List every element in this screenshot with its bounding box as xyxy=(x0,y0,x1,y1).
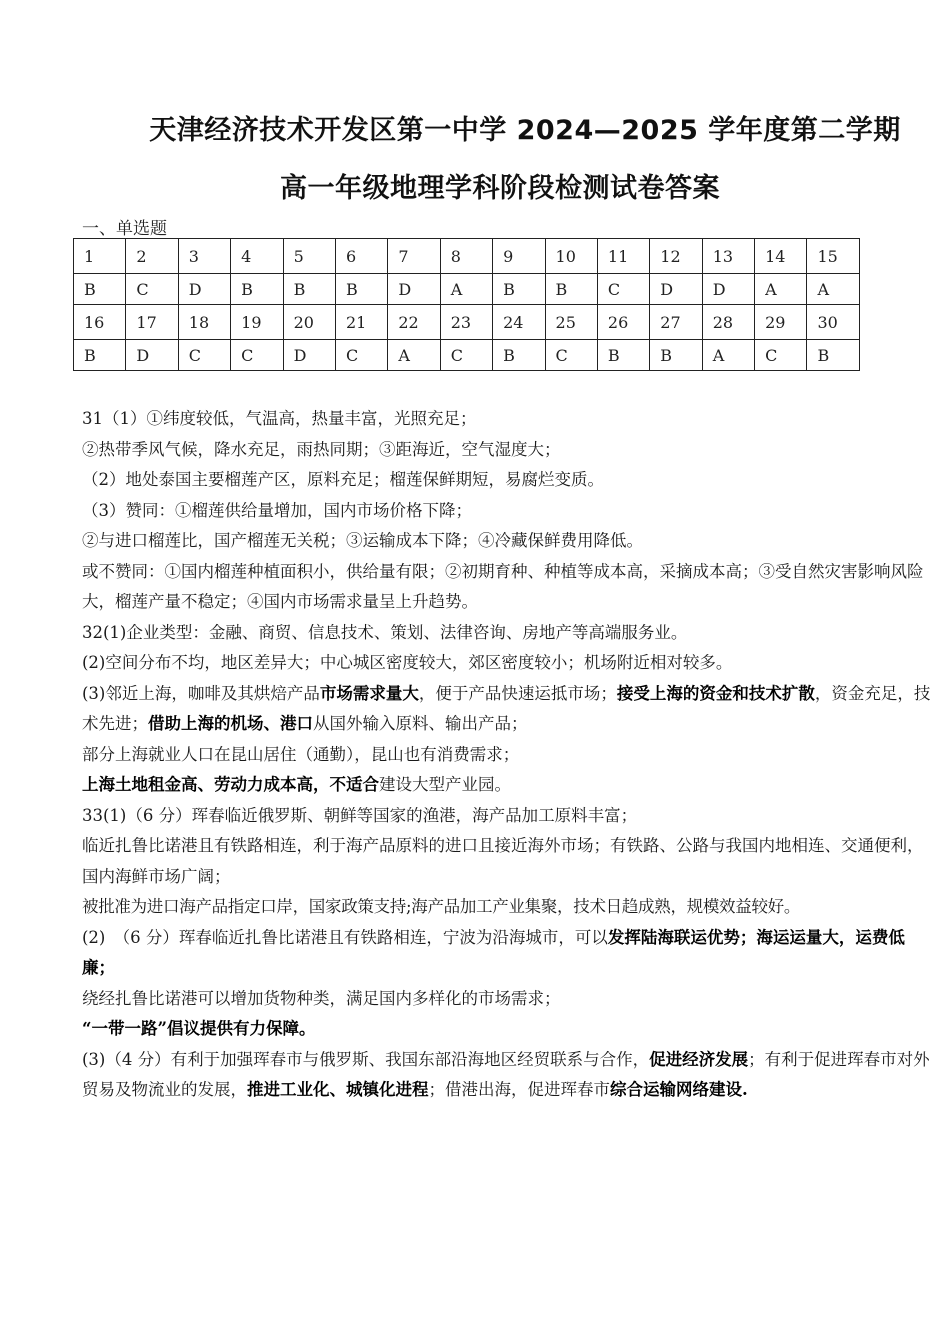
text-span: ；借港出海，促进珲春市 xyxy=(428,1080,610,1099)
q33-line: 被批准为进口海产品指定口岸，国家政策支持;海产品加工产业集聚，技术日趋成熟，规模效益较好。 xyxy=(82,897,801,916)
question-number-cell: 4 xyxy=(231,239,283,274)
question-number-row xyxy=(74,239,860,274)
q33-paragraph xyxy=(82,923,934,984)
question-number-cell: 16 xyxy=(74,305,126,340)
text-span: (3)邻近上海，咖啡及其烘焙产品 xyxy=(82,683,320,703)
bold-span: 上海土地租金高、劳动力成本高，不适合 xyxy=(82,775,379,794)
answer-cell: C xyxy=(755,340,807,371)
question-number-cell: 25 xyxy=(545,305,597,340)
answer-cell: D xyxy=(126,340,178,371)
answer-cell: B xyxy=(807,340,860,371)
question-number-cell: 13 xyxy=(702,239,754,274)
answer-cell: B xyxy=(74,340,126,371)
q33-line: “一带一路”倡议提供有力保障。 xyxy=(82,1019,316,1038)
q33-line: 33(1)（6 分）珲春临近俄罗斯、朝鲜等国家的渔港，海产品加工原料丰富； xyxy=(82,805,638,825)
question-number-cell: 23 xyxy=(440,305,492,340)
answer-cell: A xyxy=(702,340,754,371)
answer-cell: B xyxy=(74,274,126,305)
answer-cell: C xyxy=(126,274,178,305)
text-span: ；有利于促进珲春市对外贸易及物流业的发展， xyxy=(82,1049,930,1099)
text-span: 建设大型产业园。 xyxy=(379,775,511,794)
question-number-cell: 18 xyxy=(178,305,230,340)
answer-body xyxy=(82,404,934,1106)
bold-span: 促进经济发展 xyxy=(649,1049,749,1069)
answer-cell: B xyxy=(650,340,702,371)
answer-cell: D xyxy=(650,274,702,305)
q31-line: 31（1）①纬度较低，气温高，热量丰富，光照充足； xyxy=(82,409,477,428)
q31-paragraph: 或不赞同：①国内榴莲种植面积小，供给量有限；②初期育种、种植等成本高，采摘成本高；③受自然灾害影响风险大，榴莲产量不稳定；④国内市场需求量呈上升趋势。 xyxy=(82,561,924,611)
question-number-cell: 21 xyxy=(335,305,387,340)
q32-line xyxy=(82,770,934,801)
answer-table xyxy=(73,238,860,371)
question-number-cell: 12 xyxy=(650,239,702,274)
q31-line: （3）赞同：①榴莲供给量增加，国内市场价格下降； xyxy=(82,500,472,520)
question-number-cell: 10 xyxy=(545,239,597,274)
question-number-cell: 9 xyxy=(493,239,545,274)
answer-cell: A xyxy=(755,274,807,305)
bold-span: 市场需求量大 xyxy=(319,683,419,703)
section-label-single-choice: 一、单选题 xyxy=(82,219,167,239)
question-number-row xyxy=(74,305,860,340)
answer-cell: B xyxy=(335,274,387,305)
question-number-cell: 6 xyxy=(335,239,387,274)
text-span: ，便于产品快速运抵市场； xyxy=(418,683,617,703)
q33-line: 绕经扎鲁比诺港可以增加货物种类，满足国内多样化的市场需求； xyxy=(82,988,561,1008)
answer-cell: D xyxy=(283,340,335,371)
question-number-cell: 22 xyxy=(388,305,440,340)
bold-span: 接受上海的资金和技术扩散 xyxy=(616,683,815,703)
bold-span: 借助上海的机场、港口 xyxy=(148,714,313,733)
answer-cell: C xyxy=(597,274,649,305)
text-span: ，资金充足，技术先进； xyxy=(82,683,931,733)
question-number-cell: 28 xyxy=(702,305,754,340)
question-number-cell: 8 xyxy=(440,239,492,274)
answer-cell: B xyxy=(231,274,283,305)
question-number-cell: 26 xyxy=(597,305,649,340)
bold-span: 推进工业化、城镇化进程 xyxy=(247,1080,429,1099)
question-number-cell: 24 xyxy=(493,305,545,340)
text-span: (2) （6 分）珲春临近扎鲁比诺港且有铁路相连，宁波为沿海城市，可以 xyxy=(82,927,608,947)
document-title-line1: 天津经济技术开发区第一中学 2024—2025 学年度第二学期 xyxy=(149,115,901,146)
text-span: 从国外输入原料、输出产品； xyxy=(313,714,528,733)
answer-cell: D xyxy=(702,274,754,305)
answer-cell: C xyxy=(440,340,492,371)
answer-cell: C xyxy=(335,340,387,371)
question-number-cell: 27 xyxy=(650,305,702,340)
q33-paragraph: 临近扎鲁比诺港且有铁路相连，利于海产品原料的进口且接近海外市场；有铁路、公路与我国内地相连、交通便利，国内海鲜市场广阔； xyxy=(82,836,924,886)
document-title-line2: 高一年级地理学科阶段检测试卷答案 xyxy=(280,173,720,204)
q31-line: ②热带季风气候，降水充足，雨热同期；③距海近，空气湿度大； xyxy=(82,439,561,459)
question-number-cell: 14 xyxy=(755,239,807,274)
answer-row xyxy=(74,274,860,305)
answer-cell: C xyxy=(231,340,283,371)
question-number-cell: 29 xyxy=(755,305,807,340)
question-number-cell: 11 xyxy=(597,239,649,274)
question-number-cell: 7 xyxy=(388,239,440,274)
question-number-cell: 3 xyxy=(178,239,230,274)
q32-line: 部分上海就业人口在昆山居住（通勤），昆山也有消费需求； xyxy=(82,744,520,764)
question-number-cell: 1 xyxy=(74,239,126,274)
question-number-cell: 19 xyxy=(231,305,283,340)
question-number-cell: 15 xyxy=(807,239,860,274)
answer-cell: B xyxy=(283,274,335,305)
question-number-cell: 30 xyxy=(807,305,860,340)
bold-span: 综合运输网络建设. xyxy=(610,1080,748,1099)
answer-cell: B xyxy=(597,340,649,371)
answer-cell: D xyxy=(388,274,440,305)
question-number-cell: 2 xyxy=(126,239,178,274)
answer-cell: A xyxy=(440,274,492,305)
answer-cell: B xyxy=(493,340,545,371)
text-span: (3)（4 分）有利于加强珲春市与俄罗斯、我国东部沿海地区经贸联系与合作， xyxy=(82,1049,650,1069)
answer-cell: A xyxy=(807,274,860,305)
answer-cell: B xyxy=(545,274,597,305)
question-number-cell: 17 xyxy=(126,305,178,340)
answer-cell: B xyxy=(493,274,545,305)
question-number-cell: 5 xyxy=(283,239,335,274)
answer-cell: D xyxy=(178,274,230,305)
q32-line: (2)空间分布不均，地区差异大；中心城区密度较大，郊区密度较小；机场附近相对较多。 xyxy=(82,653,733,672)
answer-cell: C xyxy=(545,340,597,371)
bold-span: 发挥陆海联运优势；海运运量大，运费低廉； xyxy=(82,927,905,977)
q31-line: （2）地处泰国主要榴莲产区，原料充足；榴莲保鲜期短，易腐烂变质。 xyxy=(82,470,604,489)
question-number-cell: 20 xyxy=(283,305,335,340)
q32-line: 32(1)企业类型：金融、商贸、信息技术、策划、法律咨询、房地产等高端服务业。 xyxy=(82,622,688,642)
q32-paragraph xyxy=(82,679,934,740)
answer-row xyxy=(74,340,860,371)
answer-cell: A xyxy=(388,340,440,371)
answer-cell: C xyxy=(178,340,230,371)
q33-paragraph xyxy=(82,1045,934,1106)
q31-line: ②与进口榴莲比，国产榴莲无关税；③运输成本下降；④冷藏保鲜费用降低。 xyxy=(82,531,643,550)
